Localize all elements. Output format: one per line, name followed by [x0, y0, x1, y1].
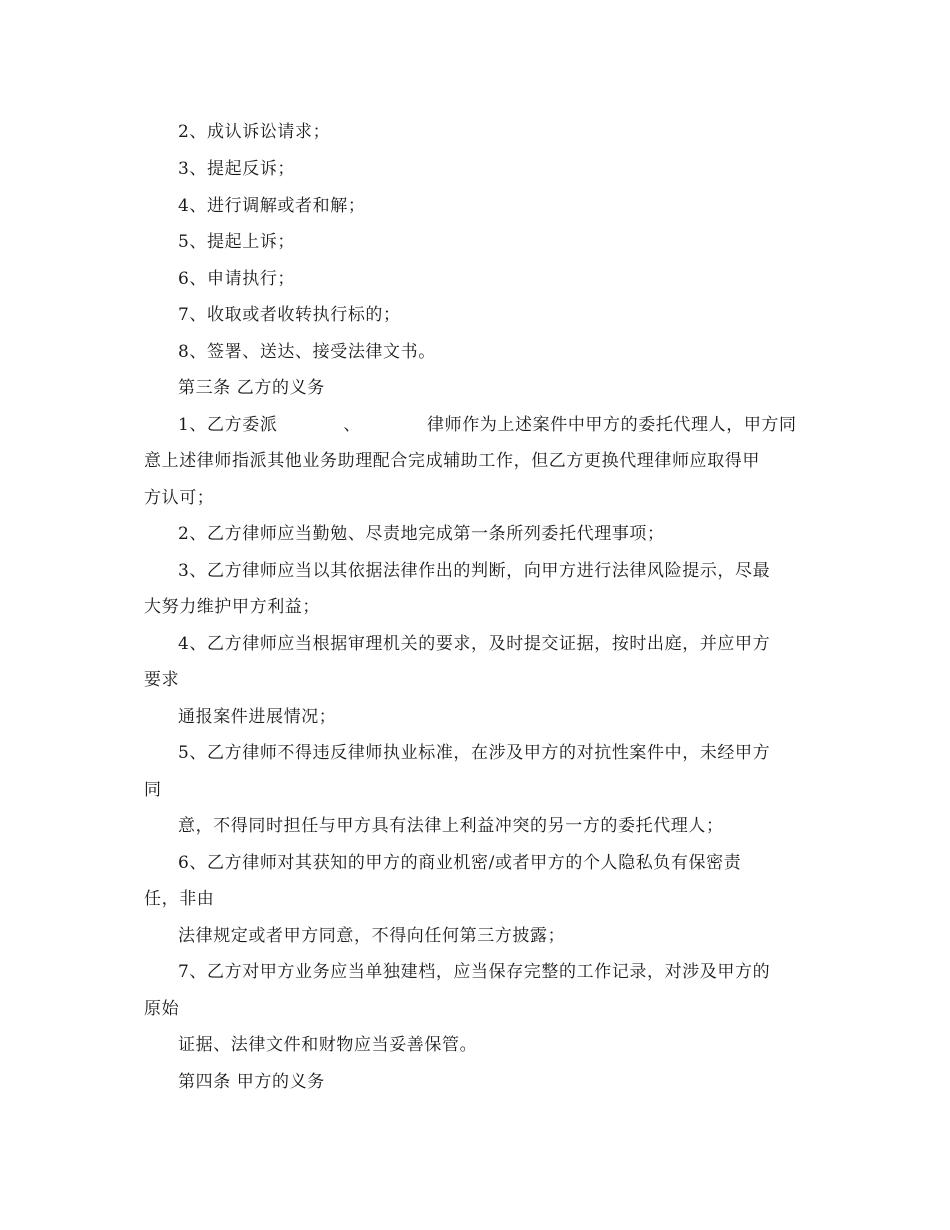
duty-5-line-1: 5、乙方律师不得违反律师执业标准，在涉及甲方的对抗性案件中，未经甲方: [178, 743, 771, 763]
duty-7-line-1: 7、乙方对甲方业务应当单独建档，应当保存完整的工作记录，对涉及甲方的: [178, 962, 771, 982]
list-item-4: 4、进行调解或者和解；: [178, 196, 366, 216]
duty-1-line-2: 意上述律师指派其他业务助理配合完成辅助工作，但乙方更换代理律师应取得甲: [144, 451, 760, 471]
duty-7-line-2: 原始: [144, 999, 180, 1019]
duty-3-line-2: 大努力维护甲方利益；: [144, 597, 320, 617]
duty-4-line-3: 通报案件进展情况；: [178, 707, 337, 727]
list-item-8: 8、签署、送达、接受法律文书。: [178, 342, 436, 362]
duty-1-part-c: 律师作为上述案件中甲方的委托代理人，甲方同: [427, 415, 797, 435]
list-item-6: 6、申请执行；: [178, 269, 296, 289]
duty-6-line-3: 法律规定或者甲方同意，不得向任何第三方披露；: [178, 926, 566, 946]
duty-7-line-3: 证据、法律文件和财物应当妥善保管。: [178, 1035, 478, 1055]
list-item-7: 7、收取或者收转执行标的；: [178, 305, 401, 325]
list-item-5: 5、提起上诉；: [178, 232, 296, 252]
duty-5-line-2: 同: [144, 780, 162, 800]
list-item-3: 3、提起反诉；: [178, 159, 296, 179]
duty-1-part-a: 1、乙方委派: [178, 415, 278, 435]
article-4-heading: 第四条 甲方的义务: [178, 1072, 325, 1092]
duty-1-line-3: 方认可；: [144, 488, 215, 508]
duty-1-part-b: 、: [343, 415, 362, 435]
duty-3-line-1: 3、乙方律师应当以其依据法律作出的判断，向甲方进行法律风险提示，尽最: [178, 561, 771, 581]
duty-4-line-2: 要求: [144, 670, 180, 690]
duty-2: 2、乙方律师应当勤勉、尽责地完成第一条所列委托代理事项；: [178, 524, 665, 544]
duty-6-line-1: 6、乙方律师对其获知的甲方的商业机密/或者甲方的个人隐私负有保密责: [178, 853, 742, 873]
list-item-2: 2、成认诉讼请求；: [178, 122, 331, 142]
article-3-heading: 第三条 乙方的义务: [178, 378, 325, 398]
duty-5-line-3: 意，不得同时担任与甲方具有法律上利益冲突的另一方的委托代理人；: [178, 816, 724, 836]
duty-6-line-2: 任，非由: [144, 889, 215, 909]
duty-4-line-1: 4、乙方律师应当根据审理机关的要求，及时提交证据，按时出庭，并应甲方: [178, 634, 771, 654]
duty-1-line-1: [178, 414, 797, 436]
